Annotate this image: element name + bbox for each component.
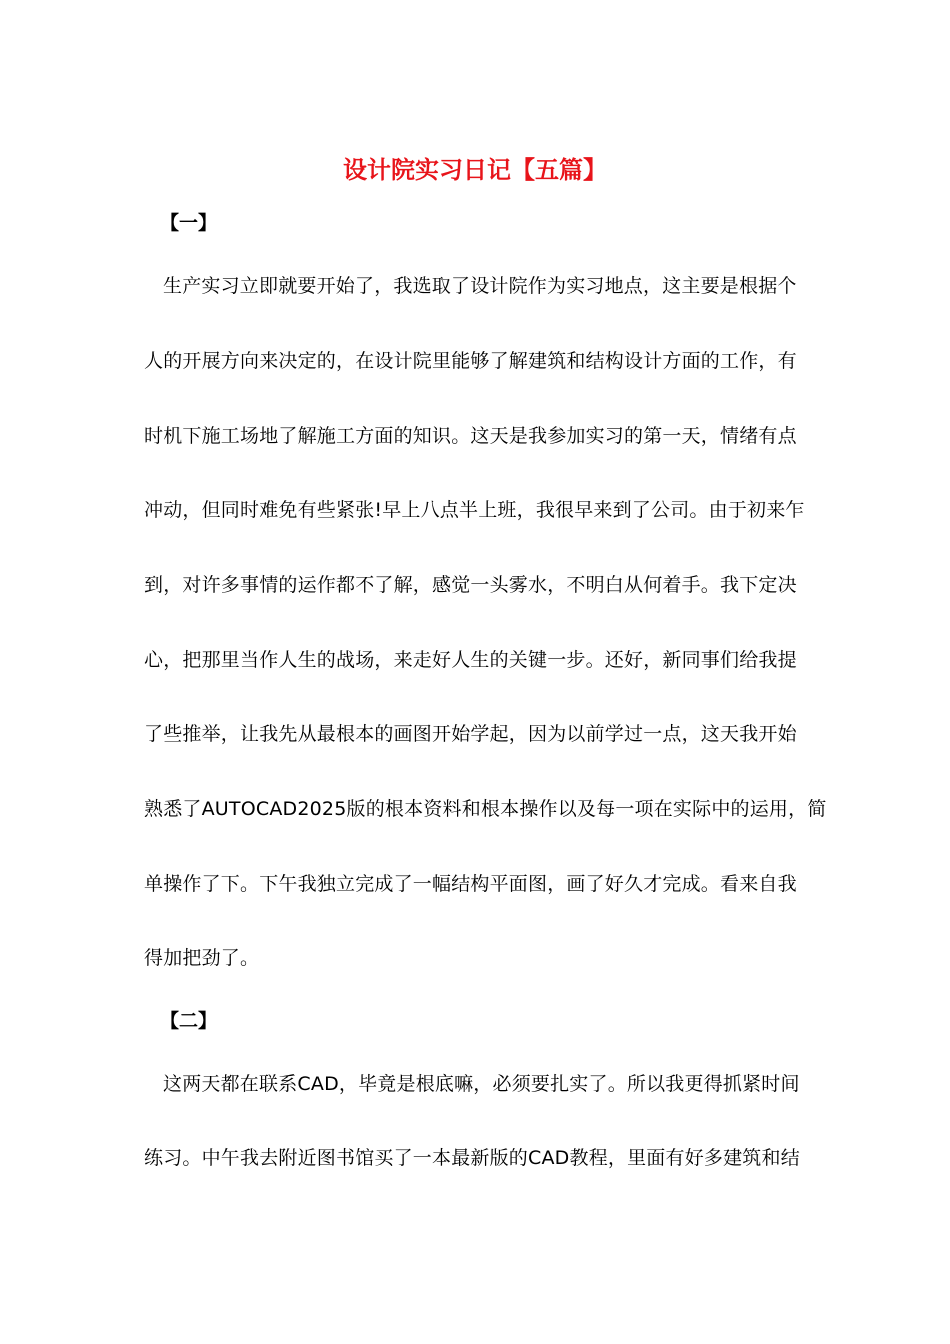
section-heading-2: 【二】	[160, 1010, 218, 1032]
paragraph-line: 到，对许多事情的运作都不了解，感觉一头雾水，不明白从何着手。我下定决	[144, 574, 797, 596]
paragraph-line: 人的开展方向来决定的，在设计院里能够了解建筑和结构设计方面的工作，有	[144, 350, 797, 372]
paragraph-line: 生产实习立即就要开始了，我选取了设计院作为实习地点，这主要是根据个	[163, 275, 797, 297]
paragraph-line: 冲动，但同时难免有些紧张!早上八点半上班，我很早来到了公司。由于初来乍	[144, 499, 805, 521]
paragraph-line: 时机下施工场地了解施工方面的知识。这天是我参加实习的第一天，情绪有点	[144, 425, 797, 447]
paragraph-line: 心，把那里当作人生的战场，来走好人生的关键一步。还好，新同事们给我提	[144, 649, 797, 671]
paragraph-line: 熟悉了AUTOCAD2025版的根本资料和根本操作以及每一项在实际中的运用，简	[144, 798, 827, 820]
paragraph-line: 练习。中午我去附近图书馆买了一本最新版的CAD教程，里面有好多建筑和结	[144, 1147, 800, 1169]
paragraph-line: 得加把劲了。	[144, 947, 260, 969]
paragraph-line: 了些推举，让我先从最根本的画图开始学起，因为以前学过一点，这天我开始	[144, 723, 797, 745]
paragraph-line: 这两天都在联系CAD，毕竟是根底嘛，必须要扎实了。所以我更得抓紧时间	[163, 1073, 800, 1095]
section-heading-1: 【一】	[160, 212, 218, 234]
paragraph-line: 单操作了下。下午我独立完成了一幅结构平面图，画了好久才完成。看来自我	[144, 873, 797, 895]
document-title: 设计院实习日记【五篇】	[343, 156, 607, 184]
